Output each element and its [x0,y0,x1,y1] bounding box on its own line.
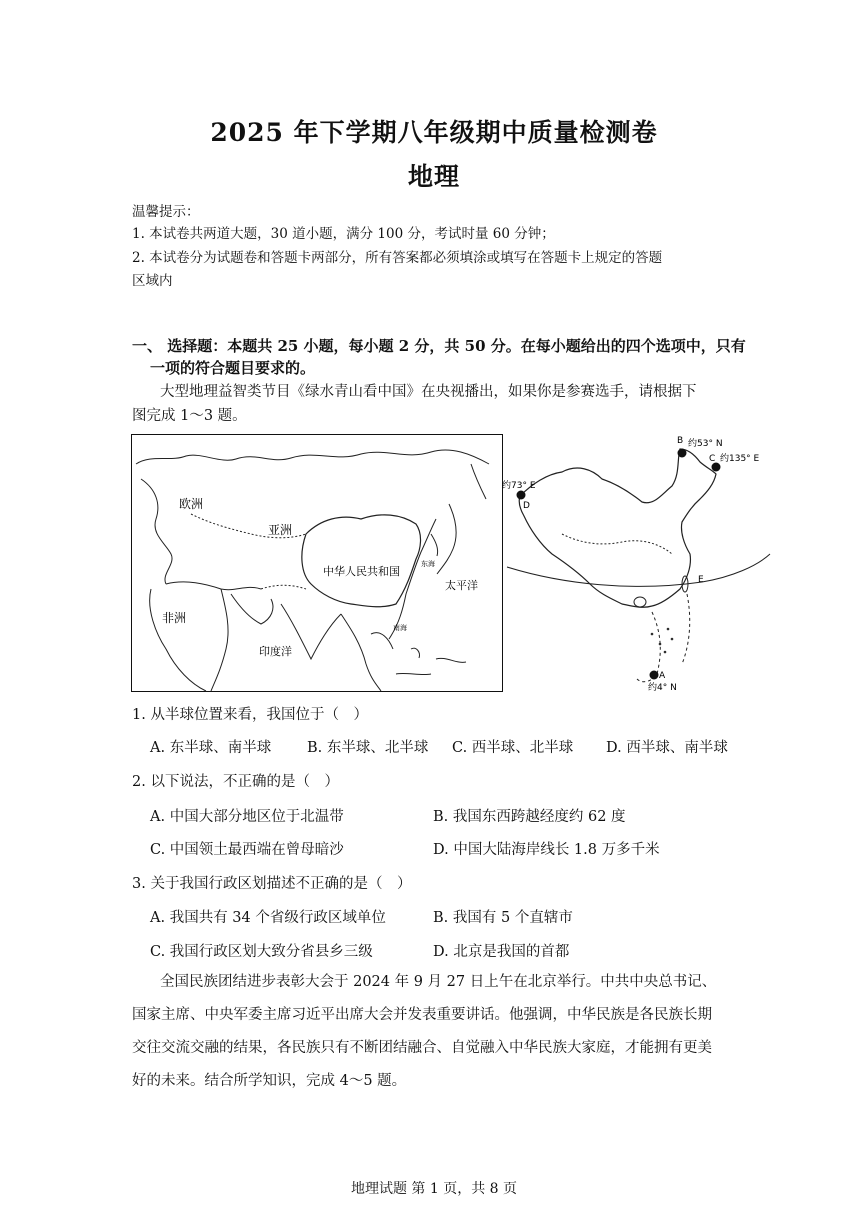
notice-line-2b: 区域内 [132,273,173,289]
point-b-label: B [677,436,684,446]
map-label-africa: 非洲 [162,611,187,625]
q3-option-c[interactable]: C. 我国行政区划大致分省县乡三级 [150,944,373,960]
notice-heading: 温馨提示： [132,204,200,220]
passage-line-3: 交往交流交融的结果，各民族只有不断团结融合、自觉融入中华民族大家庭，才能拥有更美 [132,1040,712,1056]
q1-option-a[interactable]: A. 东半球、南半球 [150,740,272,756]
q1-option-b[interactable]: B. 东半球、北半球 [307,740,429,756]
map-label-indian-ocean: 印度洋 [259,645,292,658]
q3-option-a[interactable]: A. 我国共有 34 个省级行政区域单位 [150,910,386,926]
q1-option-c[interactable]: C. 西半球、北半球 [452,740,574,756]
q1-option-d[interactable]: D. 西半球、南半球 [606,740,728,756]
point-d-marker [517,491,526,500]
map-label-asia: 亚洲 [268,523,293,537]
passage-line-4: 好的未来。结合所学知识，完成 4～5 题。 [132,1073,407,1089]
q2-option-b[interactable]: B. 我国东西跨越经度约 62 度 [433,809,626,825]
map-label-europe: 欧洲 [179,497,204,511]
map-label-pacific: 太平洋 [445,579,478,592]
point-c-lon: 约135° E [720,454,760,464]
intro-line-2: 图完成 1～3 题。 [132,408,247,424]
china-map [502,434,772,694]
passage-line-2: 国家主席、中央军委主席习近平出席大会并发表重要讲话。他强调，中华民族是各民族长期 [132,1007,712,1023]
point-b-marker [678,449,687,458]
point-a-marker [650,671,659,680]
asia-map [131,434,503,692]
notice-line-1: 1. 本试卷共两道大题，30 道小题，满分 100 分，考试时量 60 分钟； [132,226,555,242]
subject-title: 地理 [407,162,460,191]
page-footer: 地理试题 第 1 页，共 8 页 [350,1181,518,1197]
point-d-label: D [523,501,530,511]
map-label-east-sea: 东海 [421,560,435,568]
point-d-lon: 约73° E [502,481,536,491]
exam-title: 2025 年下学期八年级期中质量检测卷 [210,118,658,147]
q2-option-d[interactable]: D. 中国大陆海岸线长 1.8 万多千米 [433,842,660,858]
q3-option-d[interactable]: D. 北京是我国的首都 [433,944,570,960]
point-b-lat: 约53° N [688,439,723,449]
q2-option-c[interactable]: C. 中国领土最西端在曾母暗沙 [150,842,344,858]
notice-line-2a: 2. 本试卷分为试题卷和答题卡两部分，所有答案都必须填涂或填写在答题卡上规定的答题 [132,250,663,266]
q3-option-b[interactable]: B. 我国有 5 个直辖市 [433,910,573,926]
q1-stem: 1. 从半球位置来看，我国位于（ ） [132,707,368,723]
q2-stem: 2. 以下说法，不正确的是（ ） [132,774,339,790]
point-e-label: E [698,575,704,585]
section-heading-line-2: 一项的符合题目要求的。 [150,359,316,377]
map-label-south-sea: 南海 [393,624,407,632]
intro-line-1: 大型地理益智类节目《绿水青山看中国》在央视播出，如果你是参赛选手，请根据下 [160,384,697,400]
map-label-china: 中华人民共和国 [323,565,400,578]
q3-stem: 3. 关于我国行政区划描述不正确的是（ ） [132,876,412,892]
point-a-label: A [659,671,666,681]
point-c-label: C [709,454,716,464]
passage-line-1: 全国民族团结进步表彰大会于 2024 年 9 月 27 日上午在北京举行。中共中央总书记、 [160,974,717,990]
q2-option-a[interactable]: A. 中国大部分地区位于北温带 [150,809,344,825]
point-a-lat: 约4° N [648,683,677,693]
section-heading-line-1: 一、 选择题：本题共 25 小题，每小题 2 分，共 50 分。在每小题给出的四个选项中，只有 [132,337,746,355]
